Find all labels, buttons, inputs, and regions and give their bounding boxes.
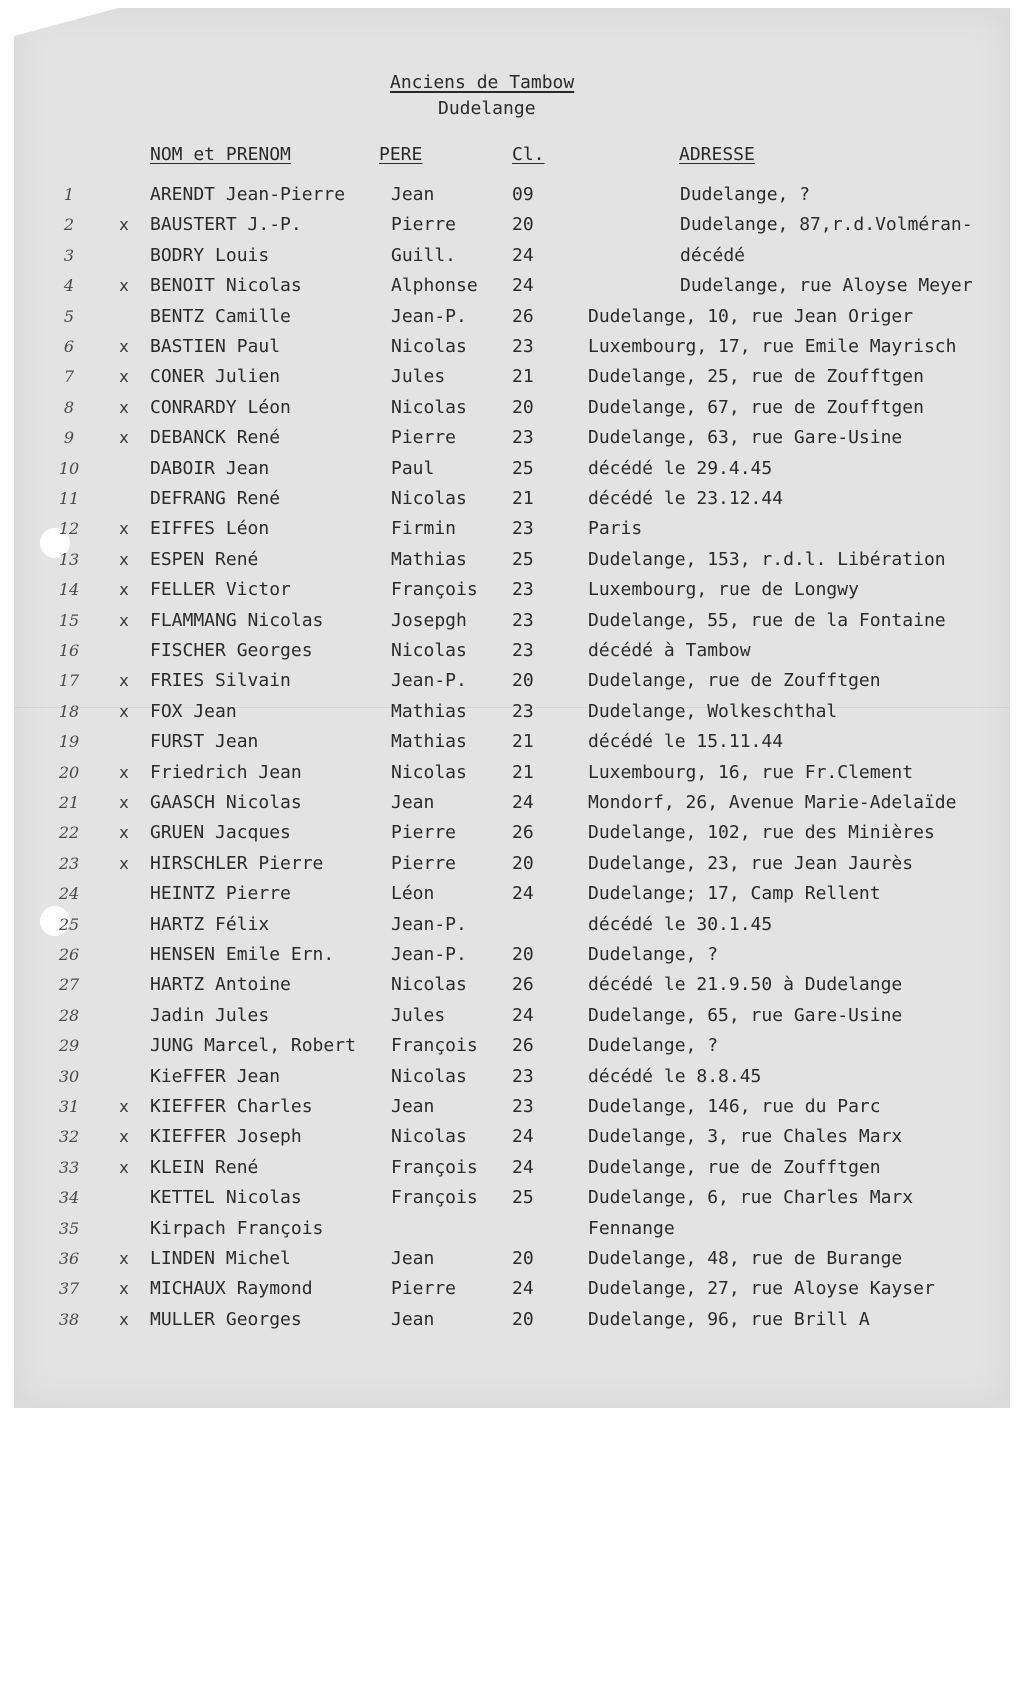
row-number: 3 bbox=[63, 245, 75, 265]
father-cell: Jean bbox=[391, 1308, 435, 1330]
name-cell: GAASCH Nicolas bbox=[150, 792, 302, 813]
table-row bbox=[0, 972, 1024, 1002]
row-number: 15 bbox=[58, 610, 80, 630]
name-cell: Friedrich Jean bbox=[150, 761, 302, 783]
address-cell: décédé le 30.1.45 bbox=[588, 913, 773, 935]
table-row bbox=[0, 1155, 1024, 1185]
name-cell: ESPEN René bbox=[150, 548, 259, 570]
father-cell: Jean-P. bbox=[391, 670, 467, 692]
document-title: Anciens de Tambow bbox=[390, 72, 575, 93]
row-number: 34 bbox=[58, 1188, 80, 1208]
address-cell: Dudelange, 102, rue des Minières bbox=[588, 822, 935, 844]
father-cell: Jean-P. bbox=[391, 944, 467, 965]
table-row bbox=[0, 668, 1024, 698]
father-cell: Léon bbox=[391, 883, 435, 905]
name-cell: KETTEL Nicolas bbox=[150, 1187, 302, 1209]
row-number: 1 bbox=[63, 185, 75, 204]
address-cell: Dudelange, 10, rue Jean Origer bbox=[588, 305, 914, 327]
father-cell: Jean bbox=[391, 1248, 435, 1269]
address-cell: décédé le 8.8.45 bbox=[588, 1065, 762, 1087]
table-row bbox=[0, 1276, 1024, 1306]
table-row bbox=[0, 516, 1024, 546]
name-cell: BASTIEN Paul bbox=[150, 336, 281, 357]
check-mark: x bbox=[119, 549, 129, 569]
row-number: 24 bbox=[58, 884, 80, 904]
father-cell: Mathias bbox=[391, 700, 467, 722]
check-mark: x bbox=[119, 1157, 129, 1177]
table-row bbox=[0, 851, 1024, 881]
address-cell: Dudelange, ? bbox=[680, 184, 811, 205]
table-row bbox=[0, 334, 1024, 364]
row-number: 20 bbox=[58, 762, 80, 782]
address-cell: Luxembourg, 16, rue Fr.Clement bbox=[588, 761, 914, 783]
class-cell: 23 bbox=[512, 640, 534, 661]
address-cell: décédé bbox=[680, 244, 746, 266]
address-cell: Dudelange, 23, rue Jean Jaurès bbox=[588, 852, 914, 874]
address-cell: décédé le 15.11.44 bbox=[588, 731, 784, 753]
address-cell: Dudelange, 63, rue Gare-Usine bbox=[588, 427, 903, 449]
name-cell: KIEFFER Charles bbox=[150, 1096, 313, 1117]
address-cell: Fennange bbox=[588, 1217, 675, 1239]
check-mark: x bbox=[119, 1249, 129, 1268]
father-cell: Jean bbox=[391, 792, 435, 813]
class-cell: 25 bbox=[512, 548, 534, 570]
row-number: 22 bbox=[58, 823, 80, 843]
check-mark: x bbox=[119, 1309, 129, 1329]
class-cell: 23 bbox=[512, 1065, 534, 1087]
father-cell: Firmin bbox=[391, 518, 457, 540]
address-cell: Dudelange, rue de Zoufftgen bbox=[588, 670, 881, 692]
address-cell: Luxembourg, 17, rue Emile Mayrisch bbox=[588, 336, 957, 357]
check-mark: x bbox=[119, 397, 129, 417]
name-cell: DEBANCK René bbox=[150, 427, 281, 449]
row-number: 11 bbox=[58, 489, 80, 508]
table-row bbox=[0, 1033, 1024, 1063]
name-cell: BAUSTERT J.-P. bbox=[150, 214, 302, 236]
row-number: 8 bbox=[63, 397, 75, 417]
name-cell: JUNG Marcel, Robert bbox=[150, 1035, 356, 1057]
table-row bbox=[0, 486, 1024, 516]
class-cell: 25 bbox=[512, 1187, 534, 1209]
class-cell: 20 bbox=[512, 852, 534, 874]
address-cell: Dudelange, 87,r.d.Volméran- bbox=[680, 214, 973, 236]
row-number: 26 bbox=[58, 945, 80, 964]
row-number: 36 bbox=[58, 1249, 80, 1268]
header-cl: Cl. bbox=[512, 144, 545, 165]
father-cell: Pierre bbox=[391, 427, 457, 449]
address-cell: Dudelange, 6, rue Charles Marx bbox=[588, 1187, 914, 1209]
table-row bbox=[0, 425, 1024, 455]
header-adresse: ADRESSE bbox=[679, 144, 755, 165]
father-cell: Paul bbox=[391, 457, 435, 479]
address-cell: Dudelange, 65, rue Gare-Usine bbox=[588, 1004, 903, 1026]
table-row bbox=[0, 364, 1024, 394]
address-cell: décédé le 23.12.44 bbox=[588, 488, 784, 509]
table-row bbox=[0, 1003, 1024, 1033]
check-mark: x bbox=[119, 701, 129, 721]
row-number: 9 bbox=[63, 428, 75, 448]
row-number: 12 bbox=[58, 519, 80, 539]
row-number: 21 bbox=[58, 793, 80, 812]
table-row bbox=[0, 699, 1024, 729]
name-cell: CONER Julien bbox=[150, 366, 281, 388]
table-row bbox=[0, 182, 1024, 212]
father-cell: François bbox=[391, 1156, 478, 1178]
name-cell: HARTZ Antoine bbox=[150, 974, 291, 996]
table-row bbox=[0, 1246, 1024, 1276]
check-mark: x bbox=[119, 853, 129, 873]
table-row bbox=[0, 304, 1024, 334]
class-cell: 24 bbox=[512, 1004, 534, 1026]
name-cell: CONRARDY Léon bbox=[150, 396, 291, 418]
name-cell: Kirpach François bbox=[150, 1217, 324, 1239]
table-row bbox=[0, 212, 1024, 242]
row-number: 31 bbox=[58, 1097, 80, 1116]
father-cell: Pierre bbox=[391, 852, 457, 874]
address-cell: décédé le 29.4.45 bbox=[588, 457, 773, 479]
check-mark: x bbox=[119, 823, 129, 843]
father-cell: Mathias bbox=[391, 548, 467, 570]
class-cell: 26 bbox=[512, 974, 534, 996]
class-cell: 20 bbox=[512, 214, 534, 236]
father-cell: Pierre bbox=[391, 1278, 457, 1300]
address-cell: Mondorf, 26, Avenue Marie-Adelaïde bbox=[588, 792, 957, 813]
row-number: 10 bbox=[58, 458, 80, 478]
name-cell: ARENDT Jean-Pierre bbox=[150, 184, 346, 205]
check-mark: x bbox=[119, 793, 129, 812]
check-mark: x bbox=[119, 580, 129, 600]
name-cell: MULLER Georges bbox=[150, 1308, 302, 1330]
address-cell: Dudelange, 3, rue Chales Marx bbox=[588, 1126, 903, 1148]
address-cell: Dudelange, 48, rue de Burange bbox=[588, 1248, 903, 1269]
row-number: 38 bbox=[58, 1309, 80, 1329]
name-cell: KLEIN René bbox=[150, 1156, 259, 1178]
row-number: 28 bbox=[58, 1005, 80, 1025]
row-number: 32 bbox=[58, 1127, 80, 1147]
address-cell: Dudelange; 17, Camp Rellent bbox=[588, 883, 881, 905]
name-cell: HIRSCHLER Pierre bbox=[150, 852, 324, 874]
class-cell: 24 bbox=[512, 1278, 534, 1300]
class-cell: 23 bbox=[512, 579, 534, 601]
table-row bbox=[0, 395, 1024, 425]
class-cell: 23 bbox=[512, 609, 534, 631]
table-row bbox=[0, 638, 1024, 668]
class-cell: 23 bbox=[512, 518, 534, 540]
check-mark: x bbox=[119, 1127, 129, 1147]
address-cell: décédé à Tambow bbox=[588, 640, 751, 661]
class-cell: 20 bbox=[512, 396, 534, 418]
father-cell: Nicolas bbox=[391, 640, 467, 661]
name-cell: HEINTZ Pierre bbox=[150, 883, 291, 905]
row-number: 33 bbox=[58, 1157, 80, 1177]
class-cell: 21 bbox=[512, 366, 534, 388]
table-row bbox=[0, 577, 1024, 607]
table-row bbox=[0, 1307, 1024, 1337]
father-cell: Pierre bbox=[391, 822, 457, 844]
address-cell: Dudelange, 55, rue de la Fontaine bbox=[588, 609, 946, 631]
father-cell: Jean-P. bbox=[391, 305, 467, 327]
check-mark: x bbox=[119, 215, 129, 235]
class-cell: 23 bbox=[512, 700, 534, 722]
name-cell: FLAMMANG Nicolas bbox=[150, 609, 324, 631]
check-mark: x bbox=[119, 1279, 129, 1299]
father-cell: Nicolas bbox=[391, 336, 467, 357]
row-number: 18 bbox=[58, 701, 80, 721]
check-mark: x bbox=[119, 1097, 129, 1116]
address-cell: Dudelange, 67, rue de Zoufftgen bbox=[588, 396, 924, 418]
father-cell: Jules bbox=[391, 1004, 446, 1026]
row-number: 35 bbox=[58, 1218, 80, 1238]
address-cell: Dudelange, ? bbox=[588, 944, 719, 965]
row-number: 5 bbox=[63, 306, 75, 326]
address-cell: décédé le 21.9.50 à Dudelange bbox=[588, 974, 903, 996]
table-row bbox=[0, 912, 1024, 942]
row-number: 17 bbox=[58, 671, 80, 691]
class-cell: 23 bbox=[512, 336, 534, 357]
row-number: 37 bbox=[58, 1279, 80, 1299]
address-cell: Dudelange, Wolkeschthal bbox=[588, 700, 838, 722]
name-cell: GRUEN Jacques bbox=[150, 822, 291, 844]
father-cell: Nicolas bbox=[391, 396, 467, 418]
father-cell: Mathias bbox=[391, 731, 467, 753]
name-cell: HARTZ Félix bbox=[150, 913, 270, 935]
name-cell: Jadin Jules bbox=[150, 1004, 270, 1026]
header-nom: NOM et PRENOM bbox=[150, 144, 291, 165]
class-cell: 24 bbox=[512, 1126, 534, 1148]
father-cell: François bbox=[391, 1035, 478, 1057]
class-cell: 24 bbox=[512, 883, 534, 905]
table-row bbox=[0, 273, 1024, 303]
class-cell: 20 bbox=[512, 944, 534, 965]
name-cell: FOX Jean bbox=[150, 700, 237, 722]
name-cell: EIFFES Léon bbox=[150, 518, 270, 540]
address-cell: Dudelange, 146, rue du Parc bbox=[588, 1096, 881, 1117]
address-cell: Paris bbox=[588, 518, 643, 540]
class-cell: 20 bbox=[512, 670, 534, 692]
father-cell: Jean-P. bbox=[391, 913, 467, 935]
address-cell: Dudelange, ? bbox=[588, 1035, 719, 1057]
father-cell: Alphonse bbox=[391, 275, 478, 297]
row-number: 7 bbox=[63, 367, 75, 387]
father-cell: Nicolas bbox=[391, 488, 467, 509]
class-cell: 23 bbox=[512, 1096, 534, 1117]
father-cell: Jules bbox=[391, 366, 446, 388]
father-cell: Pierre bbox=[391, 214, 457, 236]
row-number: 29 bbox=[58, 1036, 80, 1056]
father-cell: Josepgh bbox=[391, 609, 467, 631]
check-mark: x bbox=[119, 428, 129, 448]
header-pere: PERE bbox=[379, 144, 423, 165]
row-number: 19 bbox=[58, 732, 80, 752]
class-cell: 21 bbox=[512, 488, 534, 509]
table-row bbox=[0, 1216, 1024, 1246]
table-row bbox=[0, 243, 1024, 273]
father-cell: Nicolas bbox=[391, 1126, 467, 1148]
class-cell: 24 bbox=[512, 1156, 534, 1178]
name-cell: BENOIT Nicolas bbox=[150, 275, 302, 297]
check-mark: x bbox=[119, 367, 129, 387]
father-cell: François bbox=[391, 579, 478, 601]
father-cell: Jean bbox=[391, 184, 435, 205]
document-subtitle: Dudelange bbox=[438, 98, 536, 119]
class-cell: 09 bbox=[512, 184, 534, 205]
class-cell: 26 bbox=[512, 822, 534, 844]
class-cell: 26 bbox=[512, 305, 534, 327]
father-cell: Nicolas bbox=[391, 761, 467, 783]
row-number: 4 bbox=[63, 276, 75, 296]
table-row bbox=[0, 820, 1024, 850]
class-cell: 25 bbox=[512, 457, 534, 479]
name-cell: MICHAUX Raymond bbox=[150, 1278, 313, 1300]
table-row bbox=[0, 942, 1024, 972]
row-number: 25 bbox=[58, 914, 80, 934]
father-cell: Nicolas bbox=[391, 974, 467, 996]
row-number: 13 bbox=[58, 549, 80, 569]
name-cell: HENSEN Emile Ern. bbox=[150, 944, 335, 965]
table-row bbox=[0, 881, 1024, 911]
name-cell: LINDEN Michel bbox=[150, 1248, 291, 1269]
address-cell: Dudelange, 27, rue Aloyse Kayser bbox=[588, 1278, 935, 1300]
class-cell: 24 bbox=[512, 244, 534, 266]
name-cell: FRIES Silvain bbox=[150, 670, 291, 692]
row-number: 6 bbox=[63, 337, 75, 356]
address-cell: Dudelange, 25, rue de Zoufftgen bbox=[588, 366, 924, 388]
table-row bbox=[0, 608, 1024, 638]
table-row bbox=[0, 547, 1024, 577]
table-row bbox=[0, 1185, 1024, 1215]
table-row bbox=[0, 1094, 1024, 1124]
address-cell: Dudelange, 153, r.d.l. Libération bbox=[588, 548, 946, 570]
row-number: 16 bbox=[58, 641, 80, 660]
row-number: 30 bbox=[58, 1066, 80, 1086]
table-row bbox=[0, 790, 1024, 820]
check-mark: x bbox=[119, 519, 129, 539]
address-cell: Luxembourg, rue de Longwy bbox=[588, 579, 859, 601]
address-cell: Dudelange, rue de Zoufftgen bbox=[588, 1156, 881, 1178]
class-cell: 23 bbox=[512, 427, 534, 449]
row-number: 23 bbox=[58, 853, 80, 873]
name-cell: BODRY Louis bbox=[150, 244, 270, 266]
father-cell: Jean bbox=[391, 1096, 435, 1117]
name-cell: KieFFER Jean bbox=[150, 1065, 281, 1087]
name-cell: BENTZ Camille bbox=[150, 305, 291, 327]
check-mark: x bbox=[119, 762, 129, 782]
table-row bbox=[0, 456, 1024, 486]
address-cell: Dudelange, rue Aloyse Meyer bbox=[680, 275, 973, 297]
class-cell: 20 bbox=[512, 1248, 534, 1269]
name-cell: FURST Jean bbox=[150, 731, 259, 753]
father-cell: François bbox=[391, 1187, 478, 1209]
address-cell: Dudelange, 96, rue Brill A bbox=[588, 1308, 870, 1330]
class-cell: 26 bbox=[512, 1035, 534, 1057]
name-cell: DEFRANG René bbox=[150, 488, 281, 509]
name-cell: FISCHER Georges bbox=[150, 640, 313, 661]
check-mark: x bbox=[119, 610, 129, 630]
check-mark: x bbox=[119, 671, 129, 691]
class-cell: 20 bbox=[512, 1308, 534, 1330]
row-number: 14 bbox=[58, 580, 80, 600]
class-cell: 24 bbox=[512, 275, 534, 297]
table-row bbox=[0, 760, 1024, 790]
father-cell: Nicolas bbox=[391, 1065, 467, 1087]
class-cell: 24 bbox=[512, 792, 534, 813]
row-number: 27 bbox=[58, 975, 80, 995]
name-cell: KIEFFER Joseph bbox=[150, 1126, 302, 1148]
table-row bbox=[0, 1064, 1024, 1094]
class-cell: 21 bbox=[512, 731, 534, 753]
table-row bbox=[0, 729, 1024, 759]
class-cell: 21 bbox=[512, 761, 534, 783]
name-cell: FELLER Victor bbox=[150, 579, 291, 601]
father-cell: Guill. bbox=[391, 244, 457, 266]
check-mark: x bbox=[119, 337, 129, 356]
check-mark: x bbox=[119, 276, 129, 296]
row-number: 2 bbox=[63, 215, 75, 235]
name-cell: DABOIR Jean bbox=[150, 457, 270, 479]
table-row bbox=[0, 1124, 1024, 1154]
